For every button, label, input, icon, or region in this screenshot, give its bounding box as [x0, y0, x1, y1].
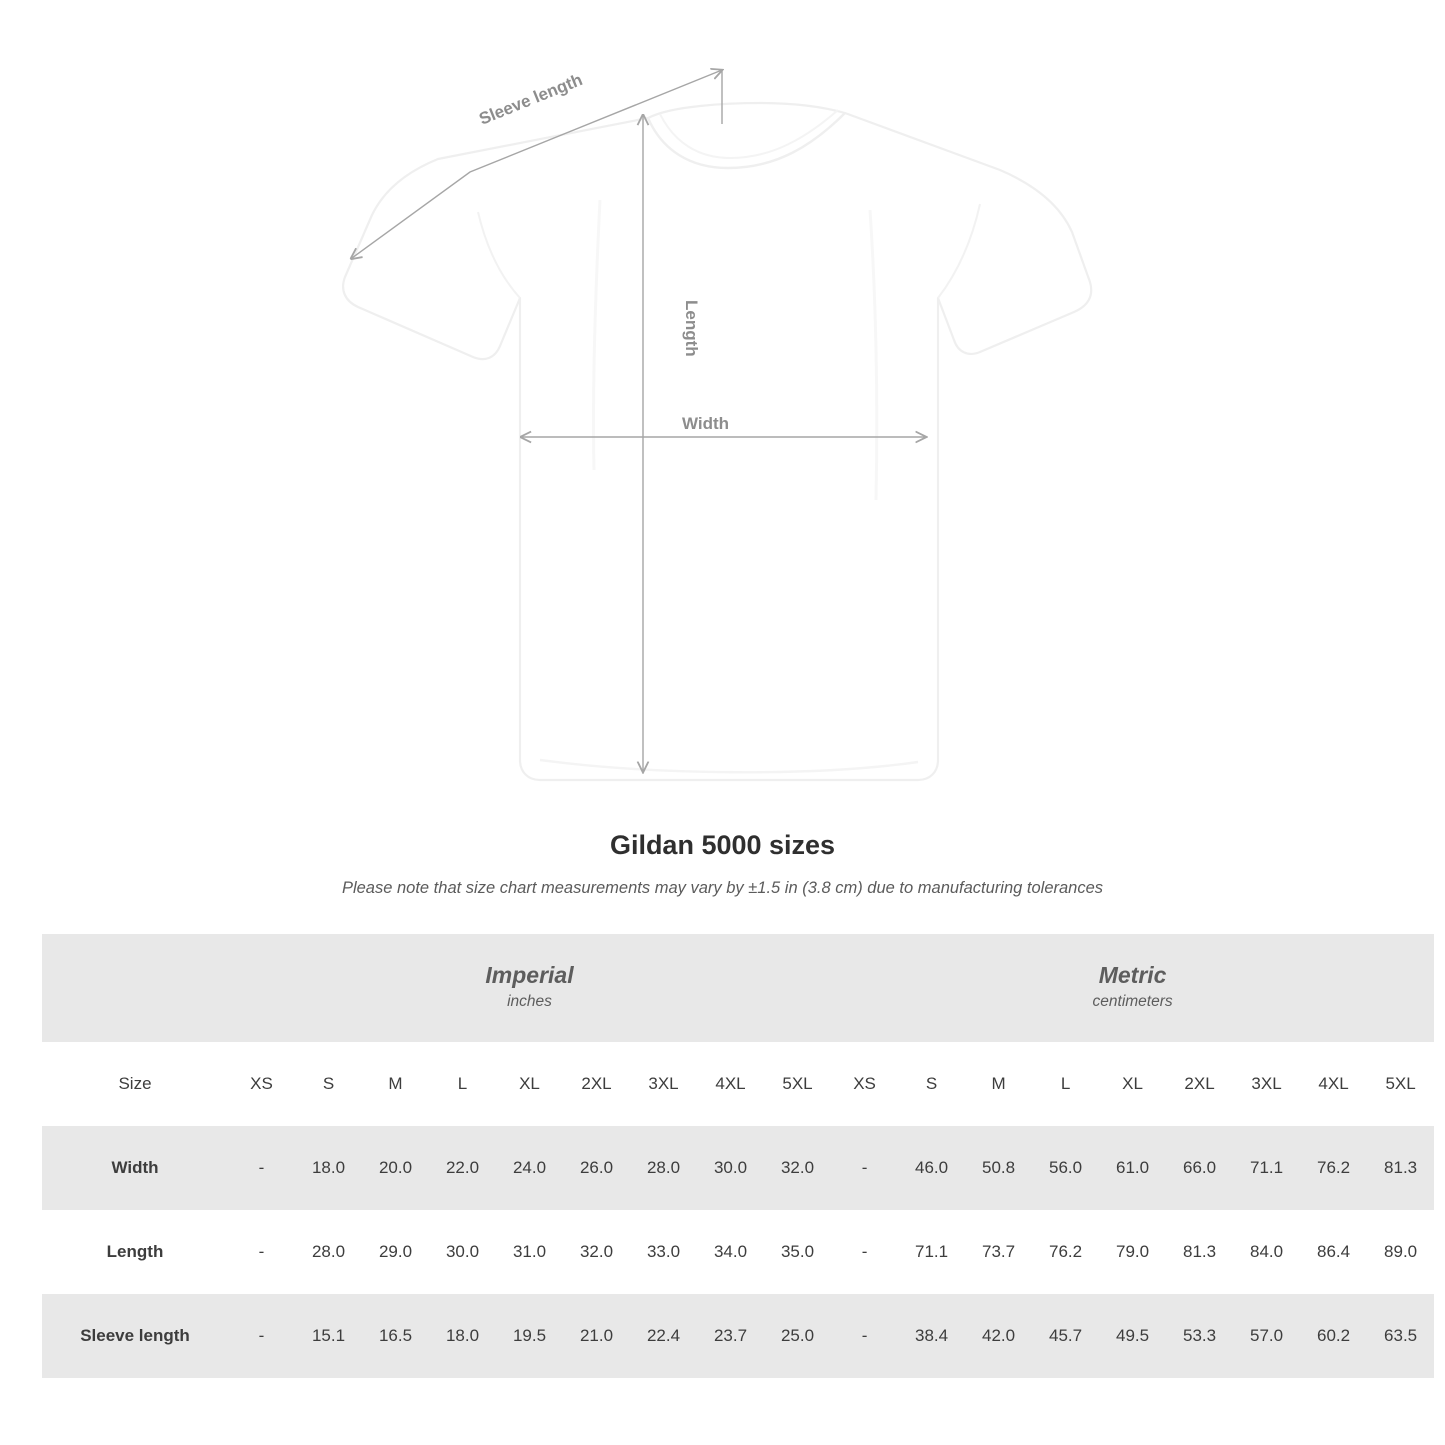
size-header-row	[42, 1042, 1434, 1126]
unit-header-imperial	[228, 934, 831, 1042]
cell-width-met-4xl: 76.2	[1300, 1126, 1367, 1210]
cell-width-met-xs: -	[831, 1126, 898, 1210]
cell-width-met-xl: 61.0	[1099, 1126, 1166, 1210]
imperial-name: Imperial	[485, 962, 574, 989]
cell-sleeve-met-2xl: 53.3	[1166, 1294, 1233, 1378]
cell-sleeve-met-m: 42.0	[965, 1294, 1032, 1378]
size-header-imperial-l: L	[429, 1042, 496, 1126]
metric-sub: centimeters	[1092, 992, 1173, 1010]
size-header-imperial-s: S	[295, 1042, 362, 1126]
cell-sleeve-imp-3xl: 22.4	[630, 1294, 697, 1378]
size-header-metric-xl: XL	[1099, 1042, 1166, 1126]
size-header-metric-l: L	[1032, 1042, 1099, 1126]
cell-length-met-2xl: 81.3	[1166, 1210, 1233, 1294]
size-table	[42, 934, 1434, 1378]
size-header-metric-3xl: 3XL	[1233, 1042, 1300, 1126]
size-header-imperial-4xl: 4XL	[697, 1042, 764, 1126]
cell-width-met-s: 46.0	[898, 1126, 965, 1210]
cell-width-imp-2xl: 26.0	[563, 1126, 630, 1210]
cell-width-imp-xl: 24.0	[496, 1126, 563, 1210]
cell-sleeve-imp-s: 15.1	[295, 1294, 362, 1378]
cell-sleeve-imp-4xl: 23.7	[697, 1294, 764, 1378]
row-label-sleeve-length: Sleeve length	[42, 1294, 228, 1378]
cell-width-met-2xl: 66.0	[1166, 1126, 1233, 1210]
cell-sleeve-met-xl: 49.5	[1099, 1294, 1166, 1378]
cell-sleeve-met-xs: -	[831, 1294, 898, 1378]
cell-sleeve-imp-xl: 19.5	[496, 1294, 563, 1378]
size-header-imperial-5xl: 5XL	[764, 1042, 831, 1126]
metric-name: Metric	[1098, 962, 1167, 989]
cell-sleeve-met-3xl: 57.0	[1233, 1294, 1300, 1378]
cell-length-imp-xs: -	[228, 1210, 295, 1294]
length-label: Length	[682, 300, 701, 357]
cell-length-imp-s: 28.0	[295, 1210, 362, 1294]
size-header-imperial-xl: XL	[496, 1042, 563, 1126]
cell-width-met-m: 50.8	[965, 1126, 1032, 1210]
cell-length-met-5xl: 89.0	[1367, 1210, 1434, 1294]
sleeve-length-label: Sleeve length	[476, 70, 586, 129]
size-header-imperial-xs: XS	[228, 1042, 295, 1126]
cell-length-imp-m: 29.0	[362, 1210, 429, 1294]
cell-sleeve-met-l: 45.7	[1032, 1294, 1099, 1378]
size-header-imperial-2xl: 2XL	[563, 1042, 630, 1126]
cell-length-imp-4xl: 34.0	[697, 1210, 764, 1294]
cell-width-imp-4xl: 30.0	[697, 1126, 764, 1210]
cell-sleeve-met-5xl: 63.5	[1367, 1294, 1434, 1378]
cell-length-met-4xl: 86.4	[1300, 1210, 1367, 1294]
cell-width-imp-l: 22.0	[429, 1126, 496, 1210]
size-header-imperial-m: M	[362, 1042, 429, 1126]
cell-length-imp-3xl: 33.0	[630, 1210, 697, 1294]
size-header-metric-2xl: 2XL	[1166, 1042, 1233, 1126]
cell-sleeve-met-s: 38.4	[898, 1294, 965, 1378]
cell-sleeve-imp-5xl: 25.0	[764, 1294, 831, 1378]
cell-length-met-3xl: 84.0	[1233, 1210, 1300, 1294]
size-header-label: Size	[42, 1042, 228, 1126]
table-row	[42, 1294, 1434, 1378]
cell-width-imp-5xl: 32.0	[764, 1126, 831, 1210]
size-table-wrapper	[42, 934, 1418, 1378]
cell-length-met-m: 73.7	[965, 1210, 1032, 1294]
cell-sleeve-imp-m: 16.5	[362, 1294, 429, 1378]
size-header-metric-xs: XS	[831, 1042, 898, 1126]
size-header-imperial-3xl: 3XL	[630, 1042, 697, 1126]
cell-width-met-5xl: 81.3	[1367, 1126, 1434, 1210]
unit-header-spacer	[42, 934, 228, 1042]
cell-length-imp-2xl: 32.0	[563, 1210, 630, 1294]
cell-width-met-l: 56.0	[1032, 1126, 1099, 1210]
tshirt-shape	[343, 103, 1091, 780]
cell-length-imp-l: 30.0	[429, 1210, 496, 1294]
cell-length-imp-xl: 31.0	[496, 1210, 563, 1294]
unit-header-row	[42, 934, 1434, 1042]
chart-title: Gildan 5000 sizes	[609, 830, 836, 860]
cell-sleeve-met-4xl: 60.2	[1300, 1294, 1367, 1378]
cell-length-met-s: 71.1	[898, 1210, 965, 1294]
cell-sleeve-imp-xs: -	[228, 1294, 295, 1378]
size-header-metric-s: S	[898, 1042, 965, 1126]
width-label: Width	[682, 414, 730, 433]
cell-length-met-xs: -	[831, 1210, 898, 1294]
size-header-metric-m: M	[965, 1042, 1032, 1126]
cell-width-imp-m: 20.0	[362, 1126, 429, 1210]
cell-length-imp-5xl: 35.0	[764, 1210, 831, 1294]
cell-sleeve-imp-l: 18.0	[429, 1294, 496, 1378]
cell-sleeve-imp-2xl: 21.0	[563, 1294, 630, 1378]
row-label-length: Length	[42, 1210, 228, 1294]
cell-width-met-3xl: 71.1	[1233, 1126, 1300, 1210]
table-row	[42, 1126, 1434, 1210]
cell-width-imp-3xl: 28.0	[630, 1126, 697, 1210]
table-row	[42, 1210, 1434, 1294]
size-header-metric-5xl: 5XL	[1367, 1042, 1434, 1126]
cell-length-met-l: 76.2	[1032, 1210, 1099, 1294]
cell-length-met-xl: 79.0	[1099, 1210, 1166, 1294]
row-label-width: Width	[42, 1126, 228, 1210]
chart-subtitle: Please note that size chart measurements may vary by ±1.5 in (3.8 cm) due to manufacturing tolerances	[341, 879, 1104, 897]
imperial-sub: inches	[507, 992, 552, 1010]
size-header-metric-4xl: 4XL	[1300, 1042, 1367, 1126]
cell-width-imp-s: 18.0	[295, 1126, 362, 1210]
unit-header-metric	[831, 934, 1434, 1042]
cell-width-imp-xs: -	[228, 1126, 295, 1210]
